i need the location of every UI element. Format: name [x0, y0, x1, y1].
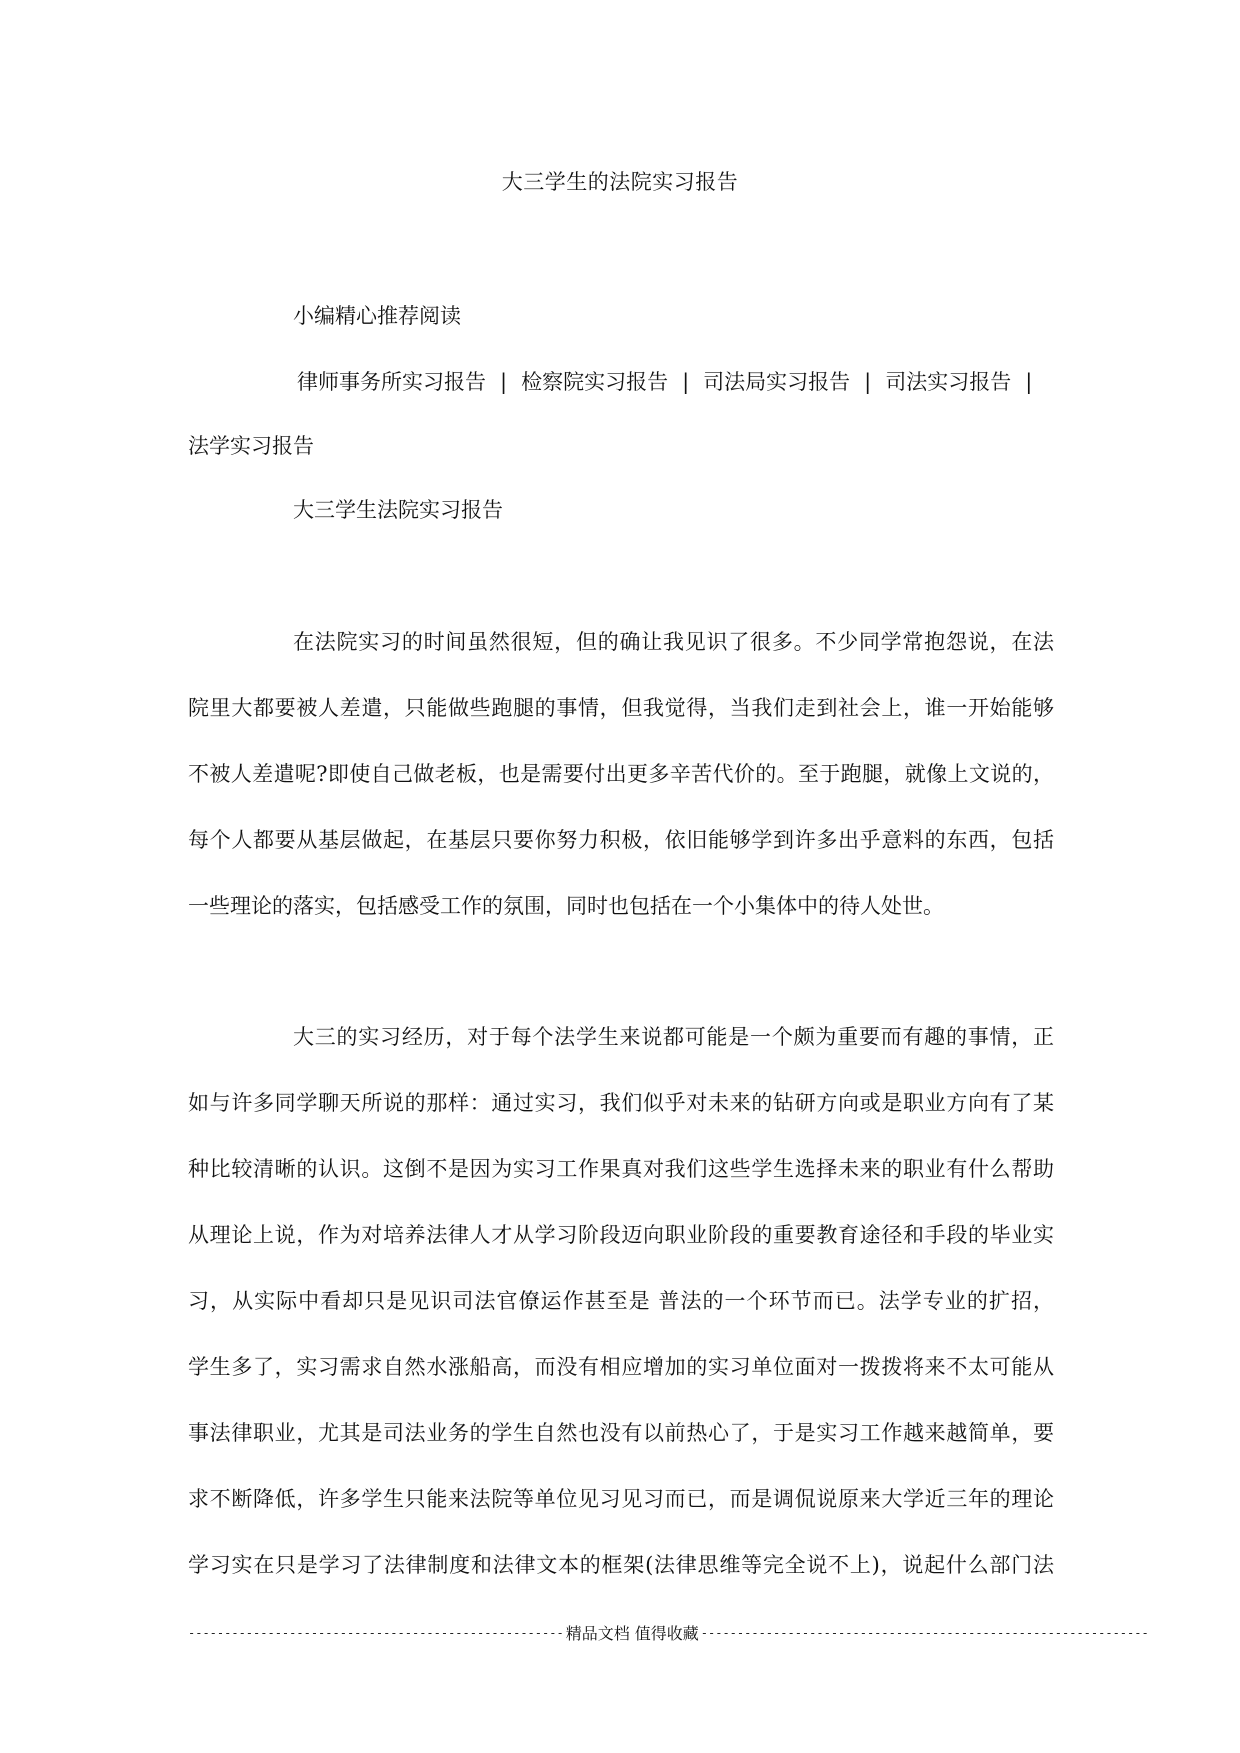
link-judicial-report[interactable]: 司法实习报告	[885, 370, 1012, 394]
link-procuratorate-report[interactable]: 检察院实习报告	[521, 370, 669, 394]
paragraph-line: 习，从实际中看却只是见识司法官僚运作甚至是 普法的一个环节而已。法学专业的扩招，	[188, 1289, 1054, 1313]
link-law-firm-report[interactable]: 律师事务所实习报告	[297, 370, 486, 394]
paragraph-line: 从理论上说，作为对培养法律人才从学习阶段迈向职业阶段的重要教育途径和手段的毕业实	[188, 1223, 1054, 1247]
link-separator: |	[864, 370, 872, 394]
paragraph-line: 在法院实习的时间虽然很短，但的确让我见识了很多。不少同学常抱怨说，在法	[293, 630, 1054, 654]
link-separator: |	[1025, 370, 1033, 394]
paragraph-line: 不被人差遣呢?即使自己做老板，也是需要付出更多辛苦代价的。至于跑腿，就像上文说的，	[188, 762, 1054, 786]
paragraph-line: 如与许多同学聊天所说的那样：通过实习，我们似乎对未来的钻研方向或是职业方向有了某	[188, 1091, 1054, 1115]
paragraph-line: 种比较清晰的认识。这倒不是因为实习工作果真对我们这些学生选择未来的职业有什么帮助	[188, 1157, 1054, 1181]
recommended-links	[297, 366, 1046, 396]
document-title: 大三学生的法院实习报告	[501, 170, 739, 194]
link-justice-bureau-report[interactable]: 司法局实习报告	[703, 370, 851, 394]
paragraph-line: 学习实在只是学习了法律制度和法律文本的框架(法律思维等完全说不上)，说起什么部门法	[188, 1553, 1054, 1577]
paragraph-line: 大三的实习经历，对于每个法学生来说都可能是一个颇为重要而有趣的事情，正	[293, 1025, 1054, 1049]
paragraph-line: 求不断降低，许多学生只能来法院等单位见习见习而已，而是调侃说原来大学近三年的理论	[188, 1487, 1054, 1511]
link-law-studies-report[interactable]: 法学实习报告	[188, 434, 314, 458]
paragraph-line: 学生多了，实习需求自然水涨船高，而没有相应增加的实习单位面对一拨拨将来不太可能从	[188, 1355, 1054, 1379]
paragraph-line: 每个人都要从基层做起，在基层只要你努力积极，依旧能够学到许多出乎意料的东西，包括	[188, 828, 1054, 852]
footer-dash-left: ----------------------------------------------------	[188, 1625, 564, 1640]
footer-dash-right: --------------------------------------------------------------	[700, 1625, 1149, 1640]
document-subtitle: 大三学生法院实习报告	[293, 498, 503, 522]
footer-text: 精品文档 值得收藏	[565, 1624, 699, 1643]
recommend-heading: 小编精心推荐阅读	[293, 304, 461, 328]
link-separator: |	[682, 370, 690, 394]
link-separator: |	[500, 370, 508, 394]
paragraph-line: 院里大都要被人差遣，只能做些跑腿的事情，但我觉得，当我们走到社会上，谁一开始能够	[188, 696, 1054, 720]
paragraph-line: 事法律职业，尤其是司法业务的学生自然也没有以前热心了，于是实习工作越来越简单，要	[188, 1421, 1054, 1445]
paragraph-line: 一些理论的落实，包括感受工作的氛围，同时也包括在一个小集体中的待人处世。	[188, 894, 944, 918]
page-footer	[188, 1621, 1149, 1644]
